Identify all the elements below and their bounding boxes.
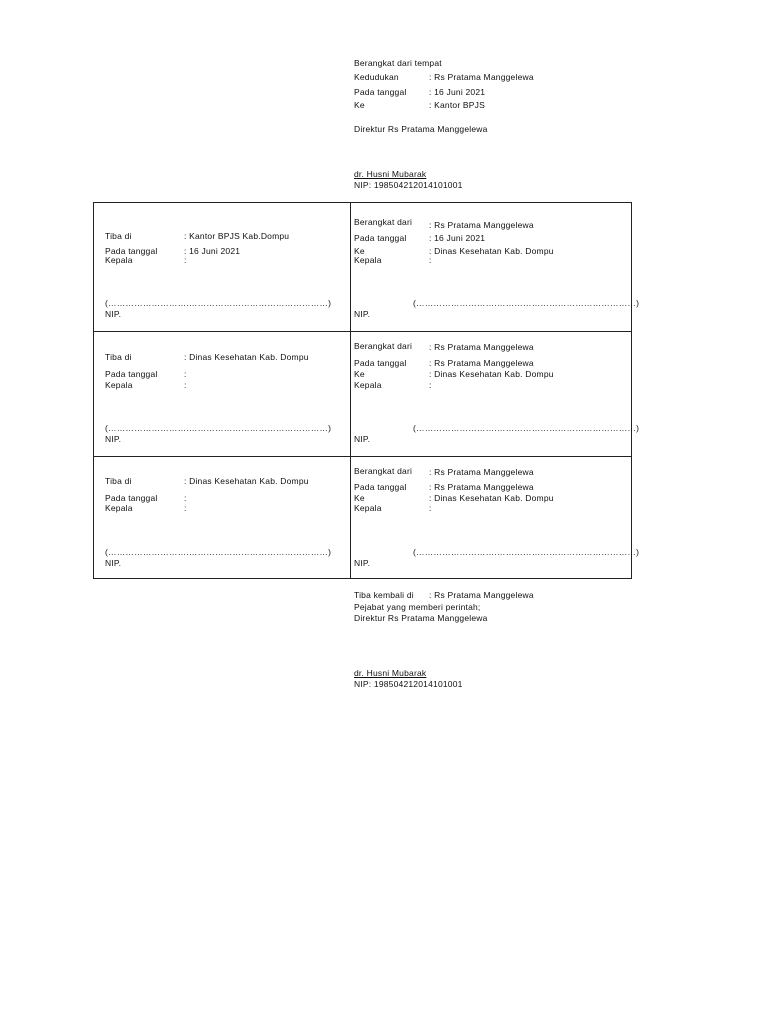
head-label: Kepala	[105, 503, 133, 513]
signature-line: (……………………….…………………………………………)	[105, 547, 332, 557]
nip-label: NIP.	[354, 434, 371, 444]
date-value: : Rs Pratama Manggelewa	[429, 482, 534, 492]
table-column-divider	[350, 203, 351, 579]
destination-label: Ke	[354, 493, 365, 503]
date-label: Pada tanggal	[354, 233, 407, 243]
head-label: Kepala	[354, 503, 382, 513]
destination-label: Ke	[354, 100, 365, 110]
destination-value: : Dinas Kesehatan Kab. Dompu	[429, 369, 554, 379]
destination-value: : Dinas Kesehatan Kab. Dompu	[429, 246, 554, 256]
destination-value: : Dinas Kesehatan Kab. Dompu	[429, 493, 554, 503]
head-value: :	[184, 503, 187, 513]
date-value: :	[184, 493, 187, 503]
departure-value: : Rs Pratama Manggelewa	[429, 220, 534, 230]
signer-name: dr. Husni Mubarak	[354, 668, 427, 678]
date-label: Pada tanggal	[354, 482, 407, 492]
departure-place-heading: Berangkat dari tempat	[354, 58, 442, 68]
departure-label: Berangkat dari	[354, 466, 413, 476]
head-label: Kepala	[354, 380, 382, 390]
nip-label: NIP.	[354, 558, 371, 568]
signature-line: (……………………….…………………………………………)	[413, 423, 640, 433]
date-label: Pada tanggal	[354, 358, 407, 368]
date-label: Pada tanggal	[354, 87, 407, 97]
kedudukan-label: Kedudukan	[354, 72, 399, 82]
signer-name: dr. Husni Mubarak	[354, 169, 427, 179]
arrival-value: : Dinas Kesehatan Kab. Dompu	[184, 476, 309, 486]
return-value: : Rs Pratama Manggelewa	[429, 590, 534, 600]
date-value: : 16 Juni 2021	[429, 233, 486, 243]
return-label: Tiba kembali di	[354, 590, 414, 600]
signer-nip: NIP: 198504212014101001	[354, 180, 463, 190]
date-value: : Rs Pratama Manggelewa	[429, 358, 534, 368]
date-value: : 16 Juni 2021	[184, 246, 241, 256]
authorizing-official: Pejabat yang memberi perintah;	[354, 602, 481, 612]
director-title: Direktur Rs Pratama Manggelewa	[354, 124, 488, 134]
head-value: :	[184, 255, 187, 265]
departure-label: Berangkat dari	[354, 217, 413, 227]
head-label: Kepala	[105, 380, 133, 390]
departure-label: Berangkat dari	[354, 341, 413, 351]
date-label: Pada tanggal	[105, 369, 158, 379]
arrival-value: : Kantor BPJS Kab.Dompu	[184, 231, 290, 241]
date-value: :	[184, 369, 187, 379]
arrival-label: Tiba di	[105, 352, 132, 362]
arrival-label: Tiba di	[105, 476, 132, 486]
destination-value: : Kantor BPJS	[429, 100, 485, 110]
kedudukan-value: : Rs Pratama Manggelewa	[429, 72, 534, 82]
destination-label: Ke	[354, 369, 365, 379]
arrival-label: Tiba di	[105, 231, 132, 241]
head-label: Kepala	[354, 255, 382, 265]
nip-label: NIP.	[354, 309, 371, 319]
signature-line: (……………………….…………………………………………)	[413, 298, 640, 308]
director-title: Direktur Rs Pratama Manggelewa	[354, 613, 488, 623]
nip-label: NIP.	[105, 558, 122, 568]
arrival-value: : Dinas Kesehatan Kab. Dompu	[184, 352, 309, 362]
signature-line: (……………………….…………………………………………)	[413, 547, 640, 557]
head-value: :	[429, 255, 432, 265]
head-value: :	[184, 380, 187, 390]
signature-line: (……………………….…………………………………………)	[105, 298, 332, 308]
nip-label: NIP.	[105, 309, 122, 319]
date-label: Pada tanggal	[105, 246, 158, 256]
destination-label: Ke	[354, 246, 365, 256]
table-row-divider	[93, 331, 632, 332]
signature-line: (……………………….…………………………………………)	[105, 423, 332, 433]
head-value: :	[429, 380, 432, 390]
departure-value: : Rs Pratama Manggelewa	[429, 467, 534, 477]
date-value: : 16 Juni 2021	[429, 87, 486, 97]
table-row-divider	[93, 456, 632, 457]
date-label: Pada tanggal	[105, 493, 158, 503]
departure-value: : Rs Pratama Manggelewa	[429, 342, 534, 352]
head-value: :	[429, 503, 432, 513]
head-label: Kepala	[105, 255, 133, 265]
nip-label: NIP.	[105, 434, 122, 444]
signer-nip: NIP: 198504212014101001	[354, 679, 463, 689]
